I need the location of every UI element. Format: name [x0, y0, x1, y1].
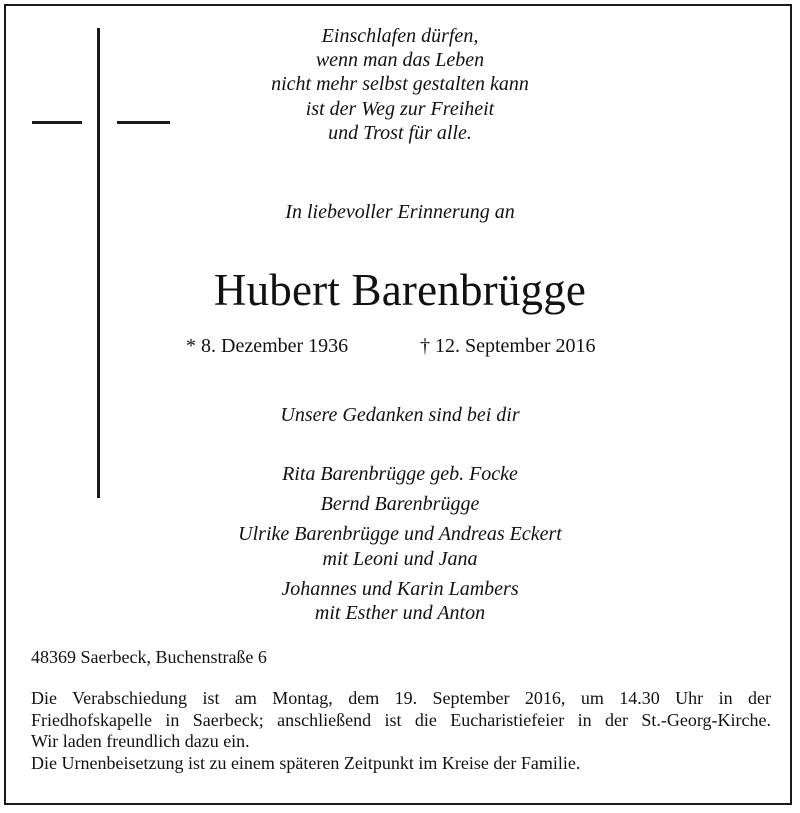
poem — [0, 24, 800, 145]
ceremony-info — [31, 688, 771, 774]
memory-line: In liebevoller Erinnerung an — [285, 201, 515, 223]
deceased-name: Hubert Barenbrügge — [213, 265, 587, 315]
poem-line: wenn man das Leben — [315, 49, 485, 72]
ceremony-line: Friedhofskapelle in Saerbeck; anschließend ist die Eucharistiefeier in der St.-Georg-Kirche. — [31, 709, 771, 730]
death-date: † 12. September 2016 — [420, 335, 596, 357]
poem-line: ist der Weg zur Freiheit — [305, 97, 495, 120]
ceremony-line: Die Verabschiedung ist am Montag, dem 19. September 2016, um 14.30 Uhr in der — [31, 688, 771, 708]
family-address: 48369 Saerbeck, Buchenstraße 6 — [31, 647, 267, 667]
mourner-line: mit Leoni und Jana — [322, 547, 478, 570]
ceremony-line: Die Urnenbeisetzung ist zu einem späteren Zeitpunkt im Kreise der Familie. — [31, 752, 581, 773]
poem-line: und Trost für alle. — [328, 121, 472, 144]
mourner-line: Rita Barenbrügge geb. Focke — [282, 463, 518, 485]
poem-line: nicht mehr selbst gestalten kann — [271, 73, 529, 96]
mourners-list — [0, 462, 800, 625]
mourner-line: mit Esther und Anton — [314, 602, 486, 625]
mourner-line: Johannes und Karin Lambers — [281, 577, 519, 600]
ceremony-line: Wir laden freundlich dazu ein. — [31, 731, 250, 751]
thoughts-line: Unsere Gedanken sind bei dir — [280, 404, 520, 426]
mourner-line: Ulrike Barenbrügge und Andreas Eckert — [238, 523, 562, 546]
mourner-line: Bernd Barenbrügge — [320, 493, 480, 516]
poem-line: Einschlafen dürfen, — [321, 25, 479, 47]
birth-date: * 8. Dezember 1936 — [186, 335, 349, 357]
